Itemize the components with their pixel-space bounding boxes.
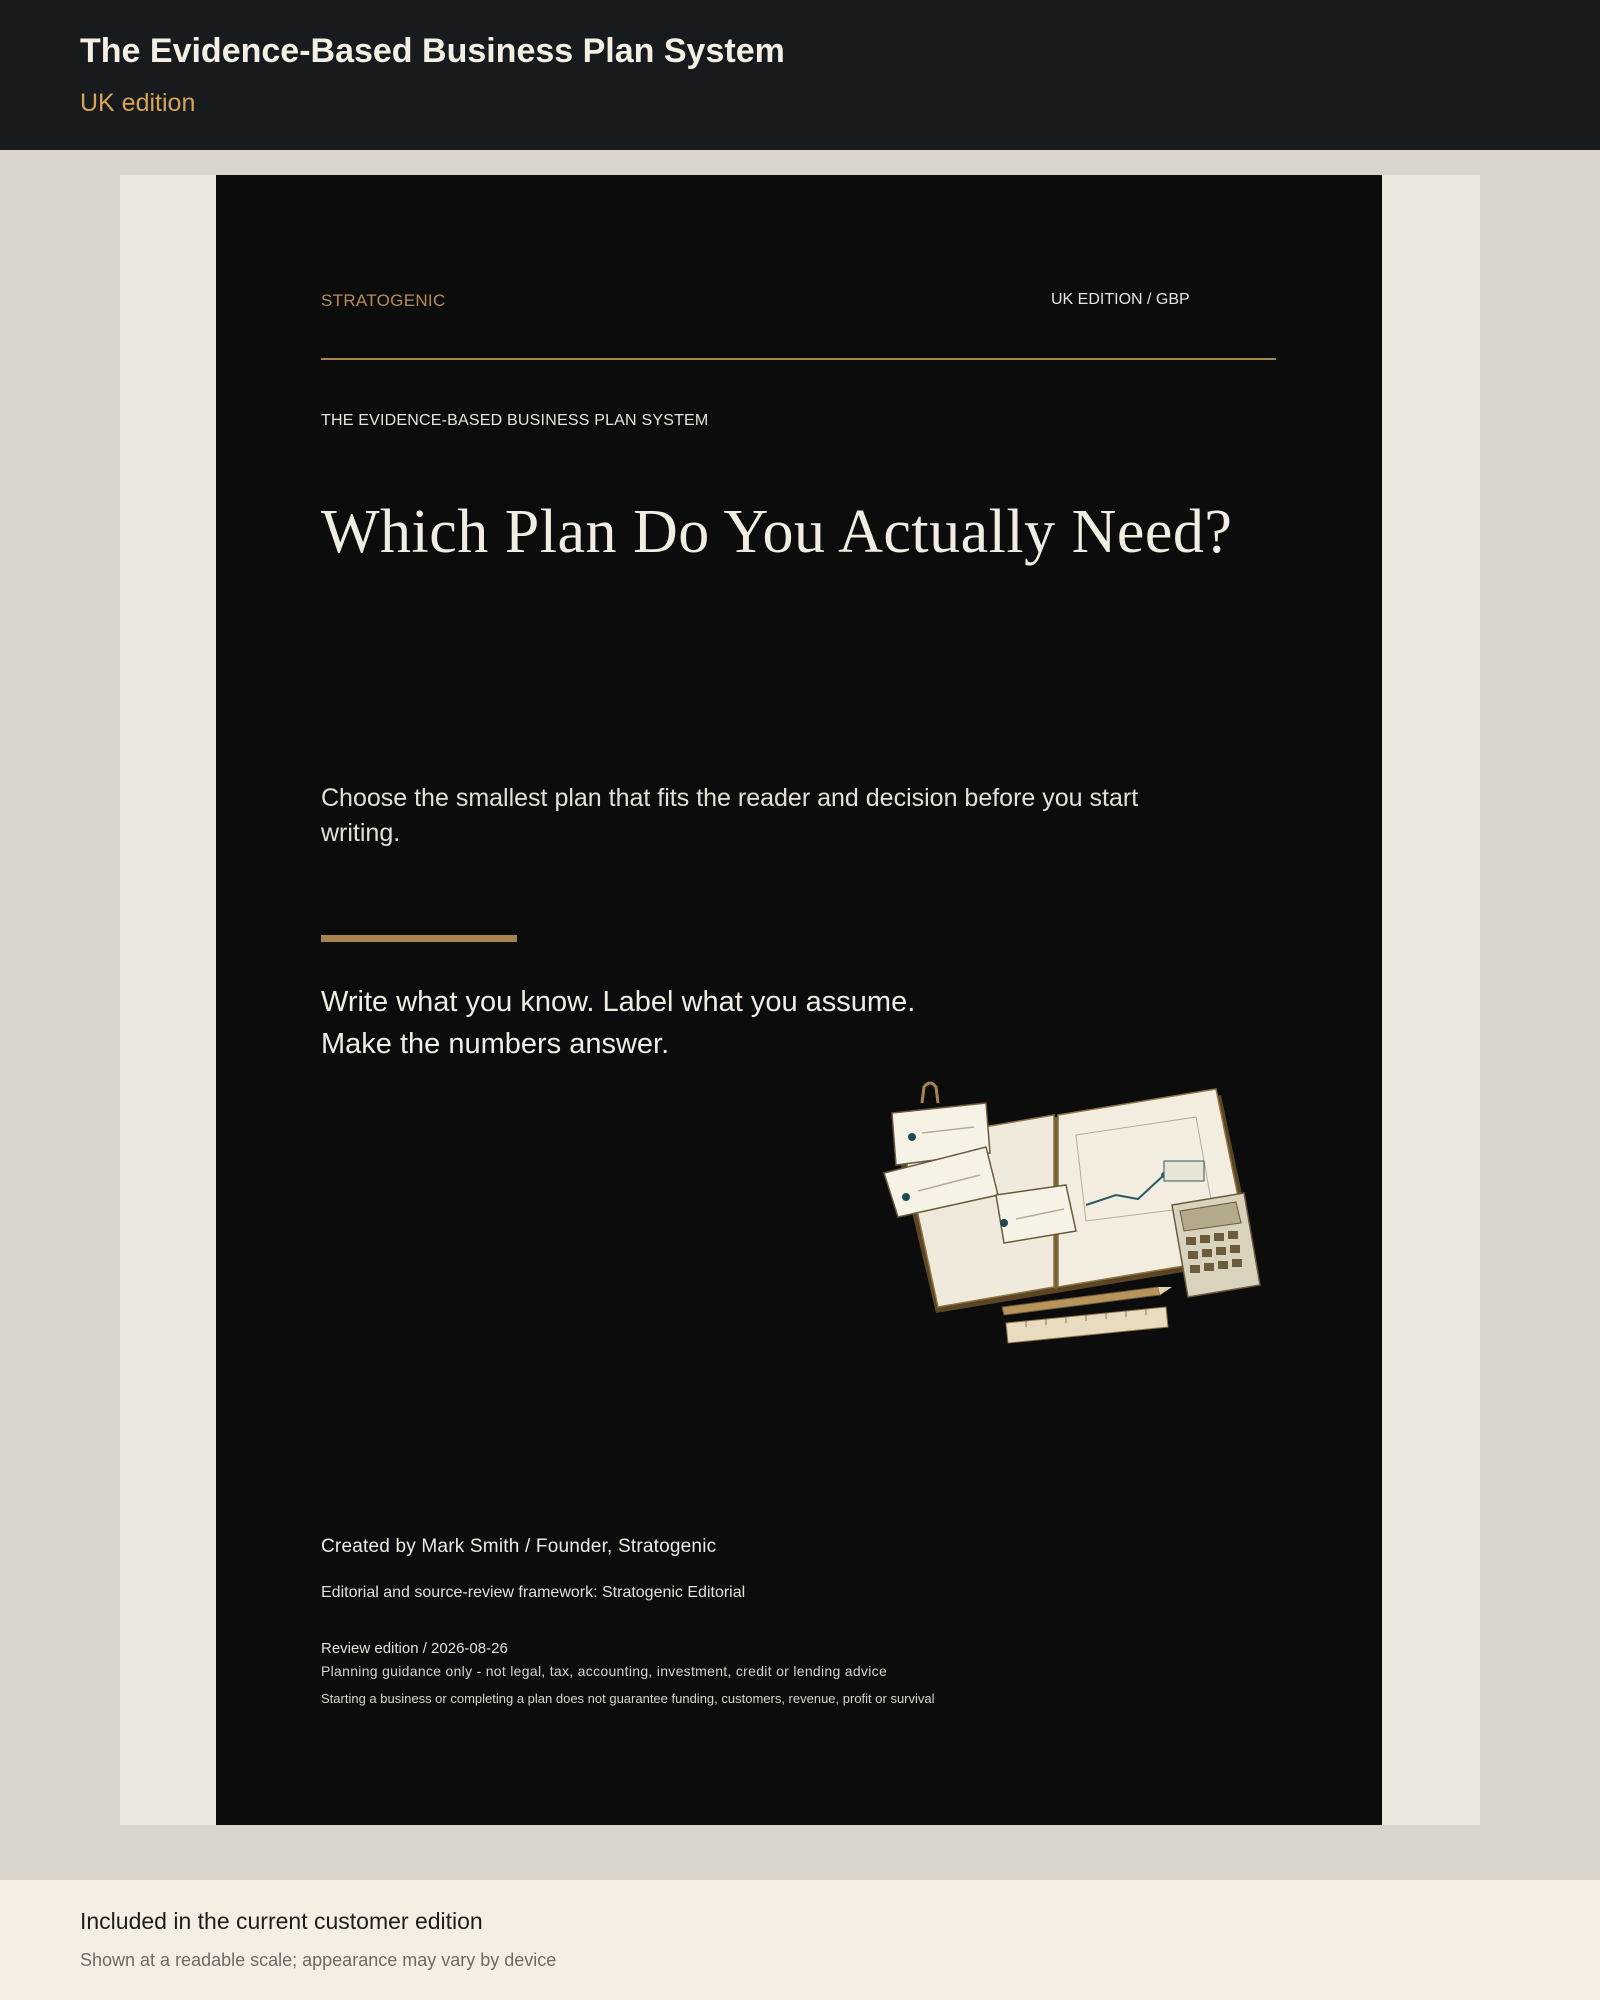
edition-subtitle: UK edition — [80, 89, 196, 117]
review-edition-date: Review edition / 2026-08-26 — [321, 1640, 508, 1657]
calculator-icon — [1172, 1193, 1260, 1297]
brand-name: STRATOGENIC — [321, 291, 446, 310]
edition-label: UK EDITION / GBP — [1051, 291, 1190, 308]
gold-divider — [321, 358, 1276, 360]
motto-line-2: Make the numbers answer. — [321, 1028, 670, 1060]
footer-caption — [0, 1880, 1600, 2000]
cover-headline: Which Plan Do You Actually Need? — [321, 498, 1233, 566]
accent-bar — [321, 935, 517, 942]
motto-line-1: Write what you know. Label what you assume. — [321, 986, 916, 1018]
cover-motto — [321, 981, 1021, 1065]
book-cover — [216, 175, 1382, 1825]
guarantee-disclaimer: Starting a business or completing a plan does not guarantee funding, customers, revenue, profit or survival — [321, 1691, 935, 1706]
cover-lede: Choose the smallest plan that fits the reader and decision before you start writing. — [321, 784, 1139, 847]
footer-note: Shown at a readable scale; appearance may vary by device — [80, 1950, 557, 1970]
series-kicker: THE EVIDENCE-BASED BUSINESS PLAN SYSTEM — [321, 412, 709, 429]
page-title: The Evidence-Based Business Plan System — [80, 32, 785, 70]
notebook-calculator-illustration — [876, 1075, 1286, 1355]
author-credit: Created by Mark Smith / Founder, Stratogenic — [321, 1536, 717, 1557]
editorial-credit: Editorial and source-review framework: Stratogenic Editorial — [321, 1584, 746, 1601]
footer-title: Included in the current customer edition — [80, 1908, 483, 1934]
top-bar — [0, 0, 1600, 150]
advice-disclaimer: Planning guidance only - not legal, tax, accounting, investment, credit or lending advice — [321, 1663, 888, 1679]
